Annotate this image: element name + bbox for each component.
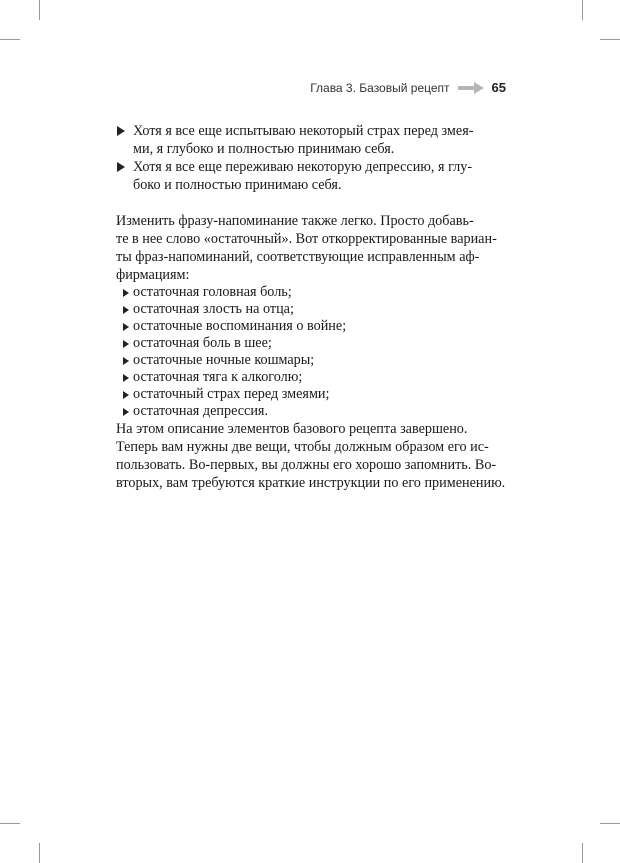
paragraph-line: Изменить фразу-напоминание также легко. Просто добавь- (116, 213, 474, 229)
reminder-list (133, 284, 346, 420)
bullet-triangle-icon (123, 408, 129, 416)
reminder-text: остаточная депрессия. (133, 403, 268, 419)
bullet-triangle-icon (117, 162, 125, 172)
paragraph-line: те в нее слово «остаточный». Вот откорректированные вариан- (116, 231, 497, 247)
crop-mark (582, 843, 583, 863)
crop-mark (600, 823, 620, 824)
bullet-triangle-icon (123, 374, 129, 382)
paragraph-line: пользовать. Во-первых, вы должны его хорошо запомнить. Во- (116, 457, 497, 473)
paragraph-line: Теперь вам нужны две вещи, чтобы должным образом его ис- (116, 439, 489, 455)
chapter-title: Глава 3. Базовый рецепт (310, 80, 450, 95)
bullet-triangle-icon (123, 340, 129, 348)
paragraph (116, 420, 507, 492)
paragraph-line: фирмациям: (116, 267, 190, 283)
list-item (133, 369, 346, 386)
crop-mark (0, 823, 20, 824)
page-number: 65 (491, 80, 506, 95)
bullet-triangle-icon (123, 357, 129, 365)
reminder-text: остаточные воспоминания о войне; (133, 318, 347, 334)
paragraph-line: На этом описание элементов базового рецепта завершено. (116, 421, 468, 437)
paragraph-line: ты фраз-напоминаний, соответствующие исправленным аф- (116, 249, 480, 265)
list-item (133, 318, 346, 335)
statement-line: Хотя я все еще испытываю некоторый страх перед змея- (133, 123, 474, 139)
list-item (133, 301, 346, 318)
reminder-text: остаточный страх перед змеями; (133, 386, 330, 402)
crop-mark (600, 39, 620, 40)
bullet-triangle-icon (117, 126, 125, 136)
running-header (310, 80, 506, 95)
bullet-triangle-icon (123, 306, 129, 314)
list-item (133, 158, 509, 194)
list-item (133, 352, 346, 369)
statement-line: Хотя я все еще переживаю некоторую депрессию, я глу- (133, 159, 473, 175)
reminder-text: остаточные ночные кошмары; (133, 352, 315, 368)
reminder-text: остаточная злость на отца; (133, 301, 294, 317)
statement-line: боко и полностью принимаю себя. (133, 177, 342, 193)
arrow-right-icon (458, 82, 484, 94)
crop-mark (0, 39, 20, 40)
list-item (133, 335, 346, 352)
crop-mark (39, 0, 40, 20)
paragraph (116, 212, 507, 284)
list-item (133, 122, 509, 158)
paragraph-line: вторых, вам требуются краткие инструкции по его применению. (116, 475, 506, 491)
statement-line: ми, я глубоко и полностью принимаю себя. (133, 141, 395, 157)
reminder-text: остаточная головная боль; (133, 284, 292, 300)
bullet-triangle-icon (123, 391, 129, 399)
reminder-text: остаточная боль в шее; (133, 335, 272, 351)
crop-mark (39, 843, 40, 863)
crop-mark (582, 0, 583, 20)
bullet-triangle-icon (123, 323, 129, 331)
list-item (133, 284, 346, 301)
reminder-text: остаточная тяга к алкоголю; (133, 369, 303, 385)
list-item (133, 403, 346, 420)
list-item (133, 386, 346, 403)
statement-list (133, 122, 509, 194)
bullet-triangle-icon (123, 289, 129, 297)
